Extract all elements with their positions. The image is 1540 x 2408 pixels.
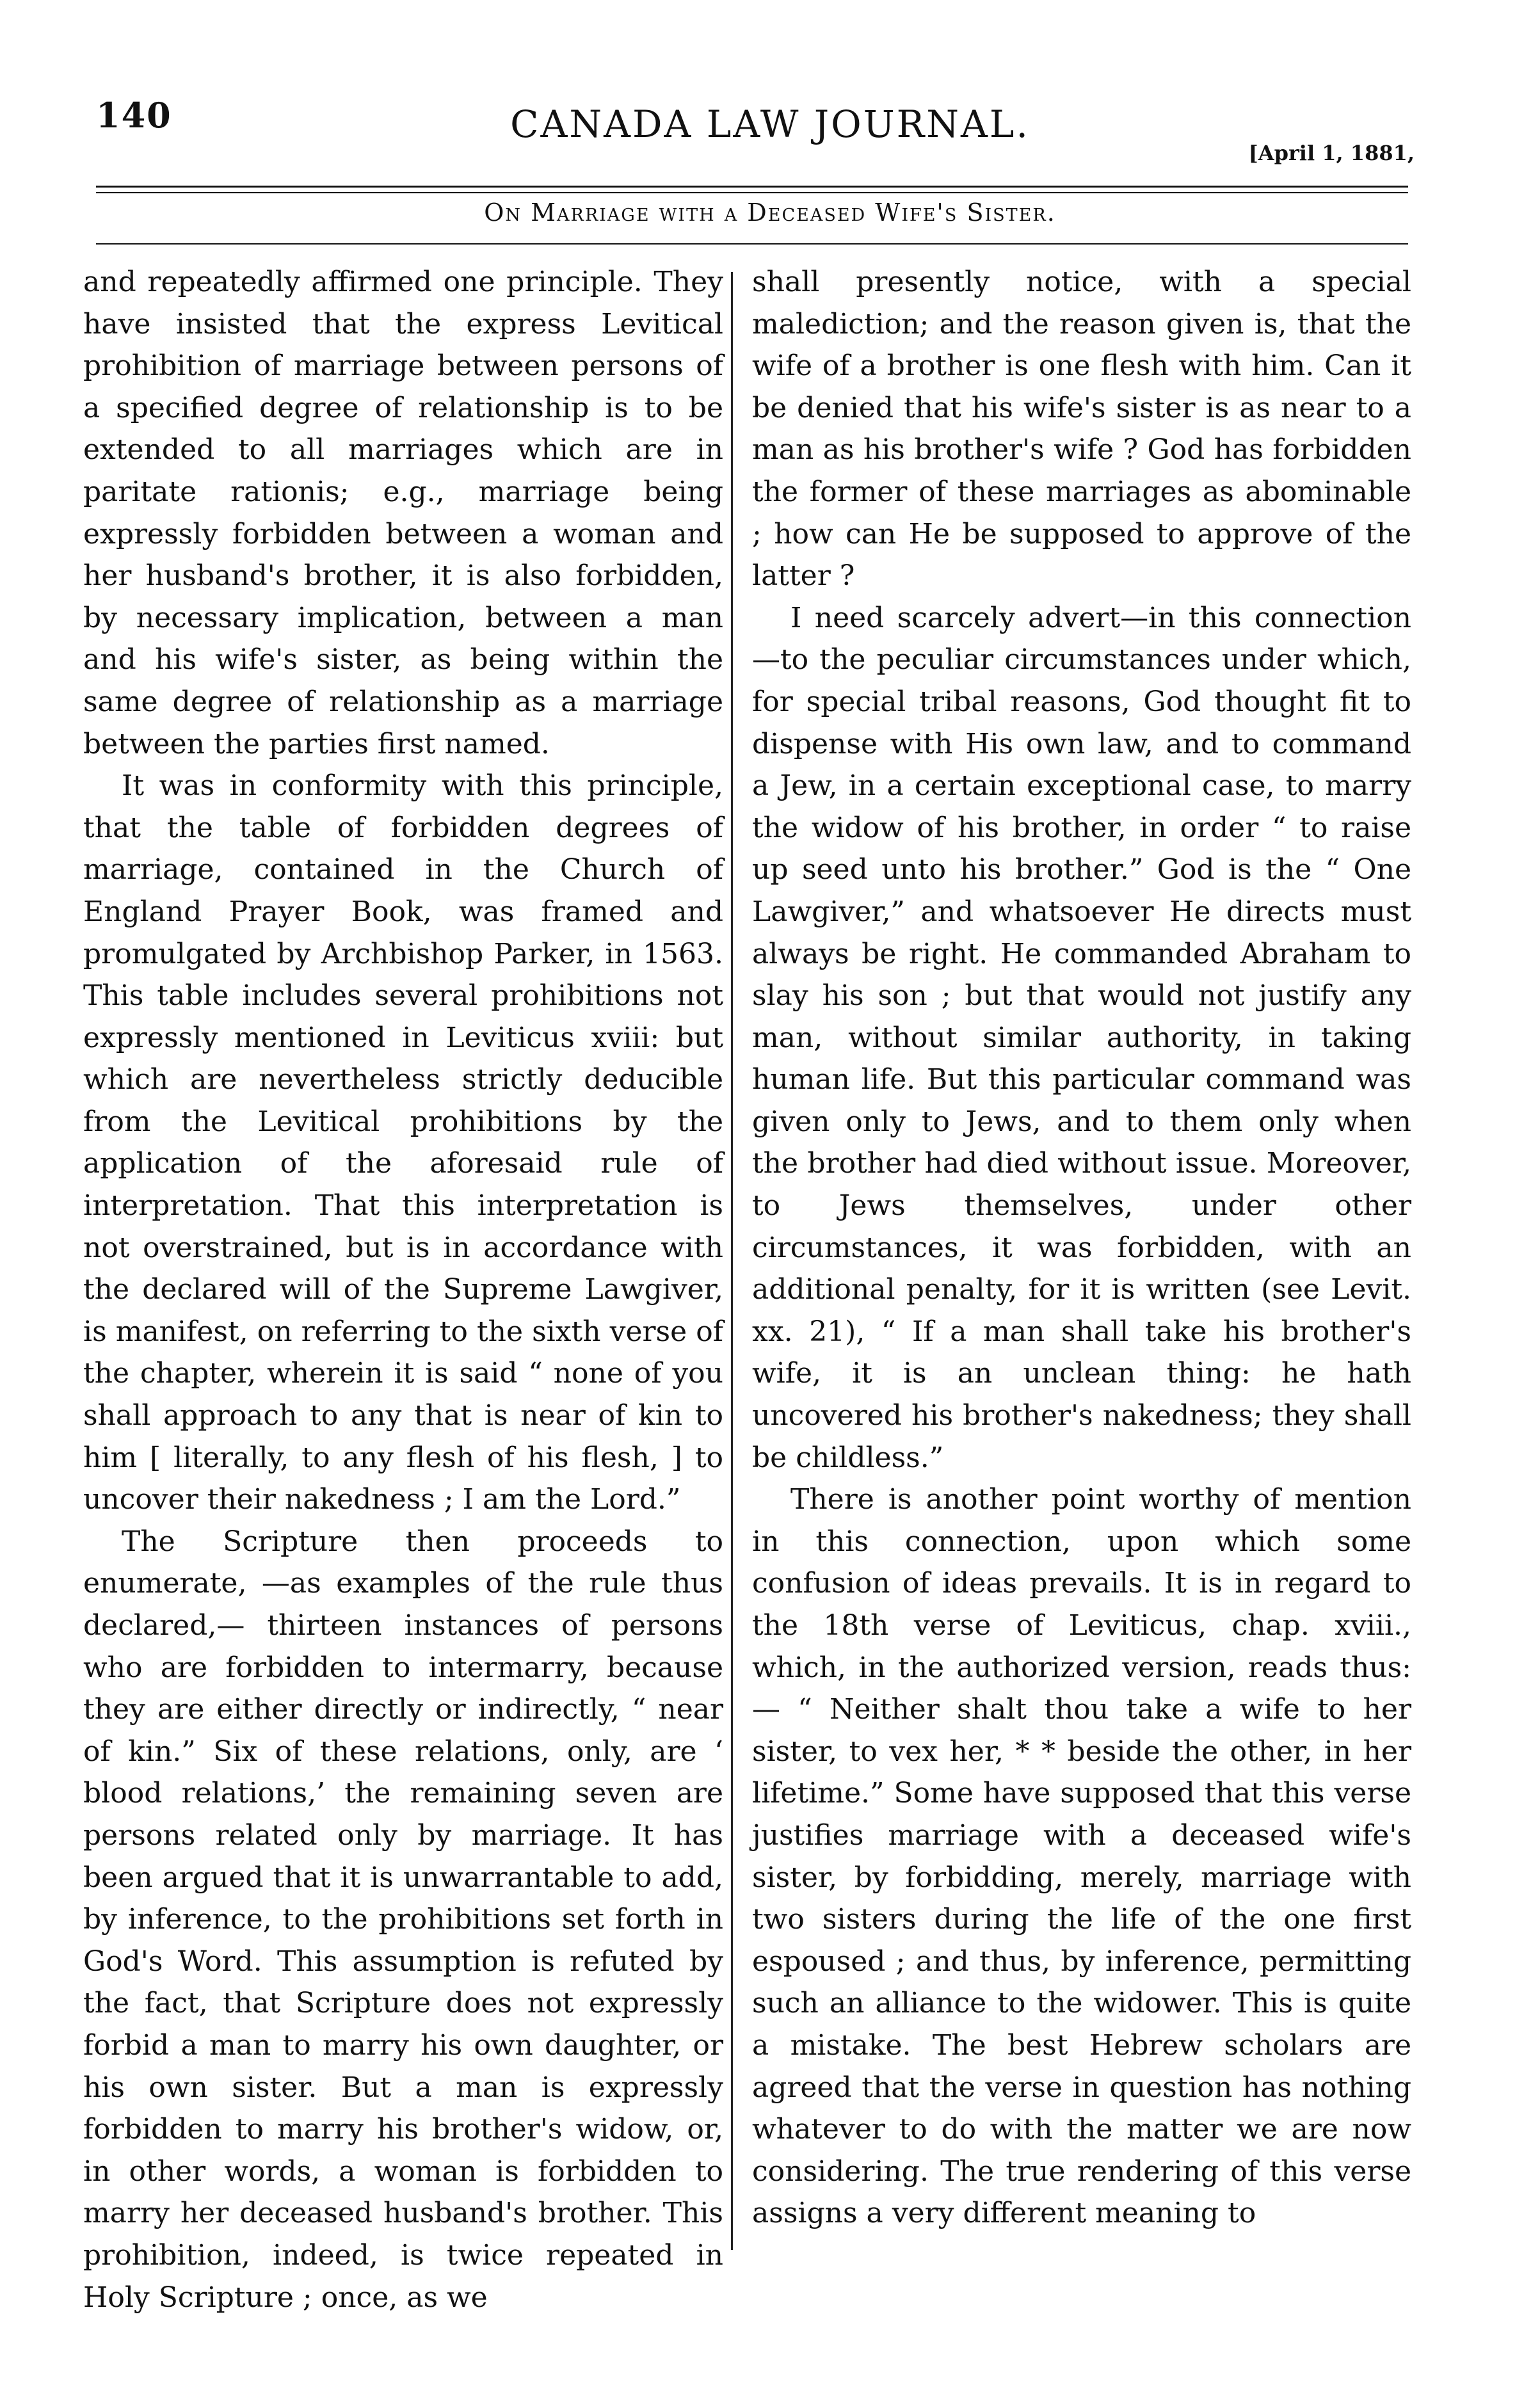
left-paragraph-2: It was in conformity with this principle, that the table of forbidden degrees of marriage, contained in the Church of England Prayer Book, was framed and promulgated by Archbishop Parker, in 1563. This table includes several prohibitions not expressly mentioned in Leviticus xviii: but which are nevertheless strictly deducible from the Levitical prohibitions by the application of the aforesaid rule of interpretation. That this interpretation is not overstrained, but is in accordance with the declared will of the Supreme Lawgiver, is manifest, on referring to the sixth verse of the chapter, wherein it is said “ none of you shall approach to any that is near of kin to him [ literally, to any flesh of his flesh, ] to uncover their nakedness ; I am the Lord.” (83, 769, 723, 1516)
header-rule-bottom (96, 192, 1408, 193)
article-title: On Marriage with a Deceased Wife's Sister. (484, 198, 1056, 227)
right-paragraph-1: shall presently notice, with a special malediction; and the reason given is, that the wife of a brother is one flesh with him. Can it be denied that his wife's sister is as near to a man as his brother's wife ? God has forbidden the former of these marriages as abominable ; how can He be supposed to approve of the latter ? (752, 266, 1411, 593)
page-number: 140 (96, 95, 172, 136)
right-column (752, 261, 1411, 2235)
header-rule-top (96, 186, 1408, 188)
left-column (83, 261, 723, 2318)
left-paragraph-3: The Scripture then proceeds to enumerate, —as examples of the rule thus declared,— thirteen instances of persons who are forbidden to intermarry, because they are either directly or indirectly, “ near of kin.” Six of these relations, only, are ‘ blood relations,’ the remaining seven are persons related only by marriage. It has been argued that it is unwarrantable to add, by inference, to the prohibitions set forth in God's Word. This assumption is refuted by the fact, that Scripture does not expressly forbid a man to marry his own daughter, or his own sister. But a man is expressly forbidden to marry his brother's widow, or, in other words, a woman is forbidden to marry her deceased husband's brother. This prohibition, indeed, is twice repeated in Holy Scripture ; once, as we (83, 1525, 723, 2314)
right-paragraph-2: I need scarcely advert—in this connection—to the peculiar circumstances under which, for special tribal reasons, God thought fit to dispense with His own law, and to command a Jew, in a certain exceptional case, to marry the widow of his brother, in order “ to raise up seed unto his brother.” God is the “ One Lawgiver,” and whatsoever He directs must always be right. He commanded Abraham to slay his son ; but that would not justify any man, without similar authority, in taking human life. But this particular command was given only to Jews, and to them only when the brother had died without issue. Moreover, to Jews themselves, under other circumstances, it was forbidden, with an additional penalty, for it is written (see Levit. xx. 21), “ If a man shall take his brother's wife, it is an unclean thing: he hath uncovered his brother's nakedness; they shall be childless.” (752, 601, 1411, 1474)
right-paragraph-3: There is another point worthy of mention in this connection, upon which some confusion of ideas prevails. It is in regard to the 18th verse of Leviticus, chap. xviii., which, in the authorized version, reads thus:— “ Neither shalt thou take a wife to her sister, to vex her, * * beside the other, in her lifetime.” Some have supposed that this verse justifies marriage with a deceased wife's sister, by forbidding, merely, marriage with two sisters during the life of the one first espoused ; and thus, by inference, permitting such an alliance to the widower. This is quite a mistake. The best Hebrew scholars are agreed that the verse in question has nothing whatever to do with the matter we are now considering. The true rendering of this verse assigns a very different meaning to (752, 1483, 1411, 2230)
column-divider (731, 272, 733, 2250)
issue-date: [April 1, 1881, (1248, 141, 1415, 165)
journal-title: CANADA LAW JOURNAL. (510, 102, 1030, 146)
left-paragraph-1: and repeatedly affirmed one principle. They have insisted that the express Levitical prohibition of marriage between persons of a specified degree of relationship is to be extended to all marriages which are in paritate rationis; e.g., marriage being expressly forbidden between a woman and her husband's brother, it is also forbidden, by necessary implication, between a man and his wife's sister, as being within the same degree of relationship as a marriage between the parties first named. (83, 266, 723, 760)
subtitle-rule (96, 243, 1408, 245)
